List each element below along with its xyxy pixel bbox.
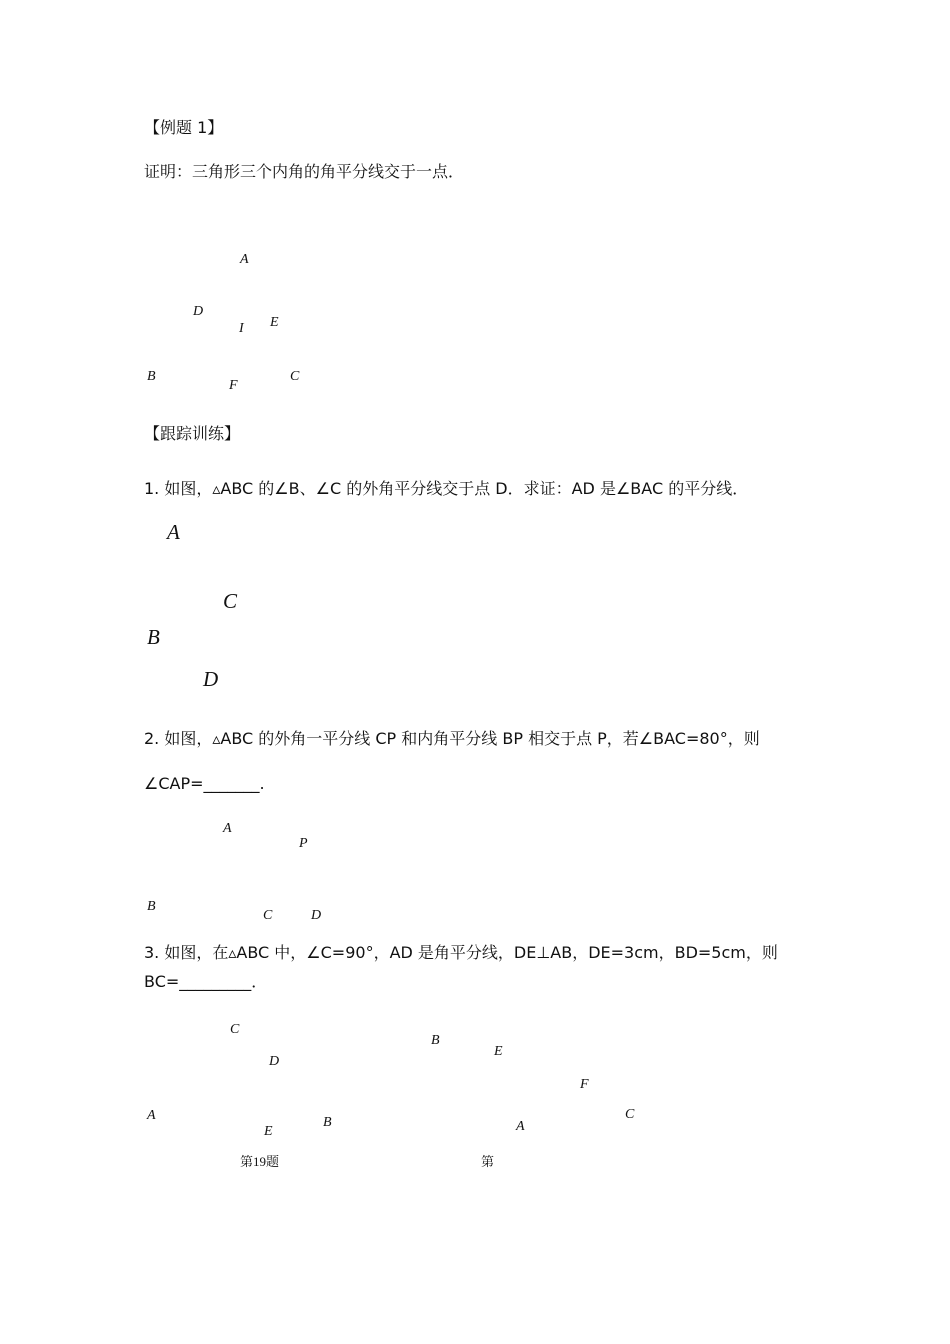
label-c: C xyxy=(230,1022,240,1037)
question-3-blank: BC=_________． xyxy=(144,972,268,991)
label-a: A xyxy=(147,1108,156,1123)
figure-caption: 第19题 xyxy=(240,1154,280,1169)
question-2-text: 2. 如图，▵ABC 的外角一平分线 CP 和内角平分线 BP 相交于点 P，若∠BAC=80°，则 xyxy=(144,729,760,748)
label-d: D xyxy=(311,908,322,923)
label-c: C xyxy=(625,1107,635,1122)
example-statement: 证明：三角形三个内角的角平分线交于一点． xyxy=(144,162,465,181)
label-c: C xyxy=(263,908,273,923)
label-b: B xyxy=(147,899,156,914)
label-a: A xyxy=(516,1119,525,1134)
label-e: E xyxy=(264,1124,273,1139)
label-i: I xyxy=(239,321,244,336)
label-f: F xyxy=(229,378,238,393)
label-e: E xyxy=(494,1044,503,1059)
label-d: D xyxy=(203,667,219,691)
label-c: C xyxy=(223,589,238,613)
label-e: E xyxy=(270,315,279,330)
label-a: A xyxy=(167,520,180,544)
label-a: A xyxy=(223,821,232,836)
label-b: B xyxy=(431,1033,440,1048)
label-b: B xyxy=(147,369,156,384)
label-f: F xyxy=(580,1077,589,1092)
label-d: D xyxy=(269,1054,280,1069)
question-3-text: 3. 如图，在▵ABC 中，∠C=90°，AD 是角平分线，DE⊥AB，DE=3cm，BD=5cm，则 xyxy=(144,943,778,962)
label-a: A xyxy=(240,252,249,267)
example-heading: 【例题 1】 xyxy=(144,118,224,137)
label-c: C xyxy=(290,369,300,384)
question-2-blank: ∠CAP=_______. xyxy=(144,774,265,793)
label-b: B xyxy=(323,1115,332,1130)
figure-caption: 第 xyxy=(481,1154,495,1169)
label-d: D xyxy=(193,304,204,319)
question-1-text: 1. 如图，▵ABC 的∠B、∠C 的外角平分线交于点 D．求证：AD 是∠BAC 的平分线． xyxy=(144,479,749,498)
label-p: P xyxy=(299,836,308,851)
practice-heading: 【跟踪训练】 xyxy=(144,424,241,443)
label-b: B xyxy=(147,625,160,649)
